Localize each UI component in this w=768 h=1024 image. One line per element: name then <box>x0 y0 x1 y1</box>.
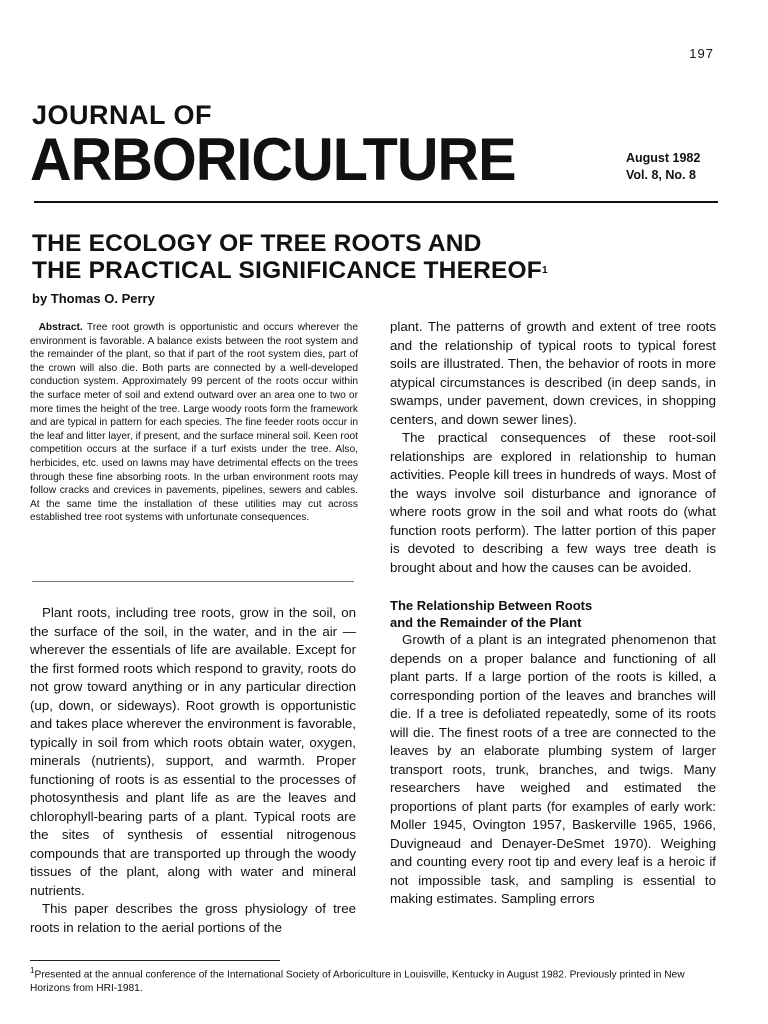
section-heading <box>390 597 716 631</box>
left-column <box>30 604 356 937</box>
journal-name-large: ARBORICULTURE <box>30 126 516 193</box>
body-paragraph: plant. The patterns of growth and extent of tree roots and the relationship of typical roots to typical forest soils are illustrated. Then, the behavior of roots in more atypical circumstances is described (in deep sands, in swamps, under pavement, down crevices, in shopping centers, and down sewer lines). <box>390 319 716 427</box>
footnote-rule <box>30 960 280 961</box>
article-title-line-2: THE PRACTICAL SIGNIFICANCE THEREOF <box>32 257 542 284</box>
article-author: by Thomas O. Perry <box>32 291 155 306</box>
abstract-label: Abstract. <box>38 322 83 333</box>
section-heading-line-1: The Relationship Between Roots <box>390 598 593 613</box>
abstract-divider <box>32 581 354 582</box>
footnote <box>30 964 720 995</box>
article-title-line-1: THE ECOLOGY OF TREE ROOTS AND <box>32 230 482 257</box>
body-paragraph: This paper describes the gross physiology of tree roots in relation to the aerial portions of the <box>30 901 356 935</box>
body-paragraph: Growth of a plant is an integrated phenomenon that depends on a proper balance and functioning of all plant parts. If a large portion of the roots is killed, a corresponding portion of the leaves and branches will die. If a tree is defoliated repeatedly, some of its roots will die. The finest roots of a tree are connected to the leaves by an elaborate plumbing system of larger transport roots, trunk, branches, and twigs. Many researchers have weighed and estimated the proportions of plant parts (for examples of early work: Moller 1945, Ovington 1957, Baskerville 1965, 1966, Duvigneaud and Denayer-DeSmet 1970). Weighing and counting every root tip and every leaf is a heroic if not impossible task, and sampling is essential to making estimates. Sampling errors <box>390 632 716 906</box>
footnote-text: Presented at the annual conference of the International Society of Arboriculture in Louisville, Kentucky in August 1982. Previously printed in New Horizons from HRI-1981. <box>30 969 685 994</box>
body-paragraph: The practical consequences of these root-soil relationships are explored in relationship to human activities. People kill trees in hundreds of ways. Most of the ways involve soil disturbance and ignorance of where roots grow in the soil and what roots do (what function roots perform). The latter portion of this paper is devoted to describing a few ways tree death is brought about and how the causes can be avoided. <box>390 430 716 575</box>
journal-name-small: JOURNAL OF <box>32 100 213 130</box>
page-number: 197 <box>689 46 714 61</box>
right-column <box>390 318 716 909</box>
abstract <box>30 321 358 525</box>
masthead-rule <box>34 201 718 203</box>
issue-volume: Vol. 8, No. 8 <box>626 168 696 182</box>
footnote-mark: 1 <box>30 966 35 975</box>
issue-date: August 1982 <box>626 151 701 165</box>
issue-info <box>626 150 700 184</box>
section-heading-line-2: and the Remainder of the Plant <box>390 615 582 630</box>
title-footnote-mark: 1 <box>541 265 548 276</box>
article-title <box>32 230 548 284</box>
abstract-text: Tree root growth is opportunistic and occurs wherever the environment is favorable. A balance exists between the root system and the remainder of the plant, so that if part of the root system dies, part of the crown will also die. Both parts are connected by a well-developed conduction system. Approximately 99 percent of the roots occur within the surface meter of soil and extend outward over an area one to two or more times the height of the tree. Large woody roots form the framework and are typical in pattern for each species. The fine feeder roots occur in the leaf and litter layer, if present, and the surface mineral soil. Keen root competition occurs at the surface if a turf exists under the tree. Also, herbicides, etc. used on lawns may have detrimental effects on the trees through these fine absorbing roots. In the urban environment roots may follow cracks and crevices in pavements, pipelines, sewers and cables. At the same time the installation of these utilities may cut across established tree root systems with unfortunate consequences. <box>30 322 359 524</box>
body-paragraph: Plant roots, including tree roots, grow in the soil, on the surface of the soil, in the water, and in the air — wherever the essentials of life are available. Except for the first formed roots which respond to gravity, roots do not grow toward anything or in any particular direction (up, down, or sideways). Root growth is opportunistic and takes place wherever the environment is favorable, typically in soil from which roots obtain water, oxygen, minerals (nutrients), support, and warmth. Proper functioning of roots is as essential to the processes of photosynthesis and plant life as are the leaves and chlorophyll-bearing parts of a plant. Typical roots are the sites of synthesis of essential nitrogenous compounds that are transported up through the woody tissues of the plant, along with water and mineral nutrients. <box>30 605 356 898</box>
